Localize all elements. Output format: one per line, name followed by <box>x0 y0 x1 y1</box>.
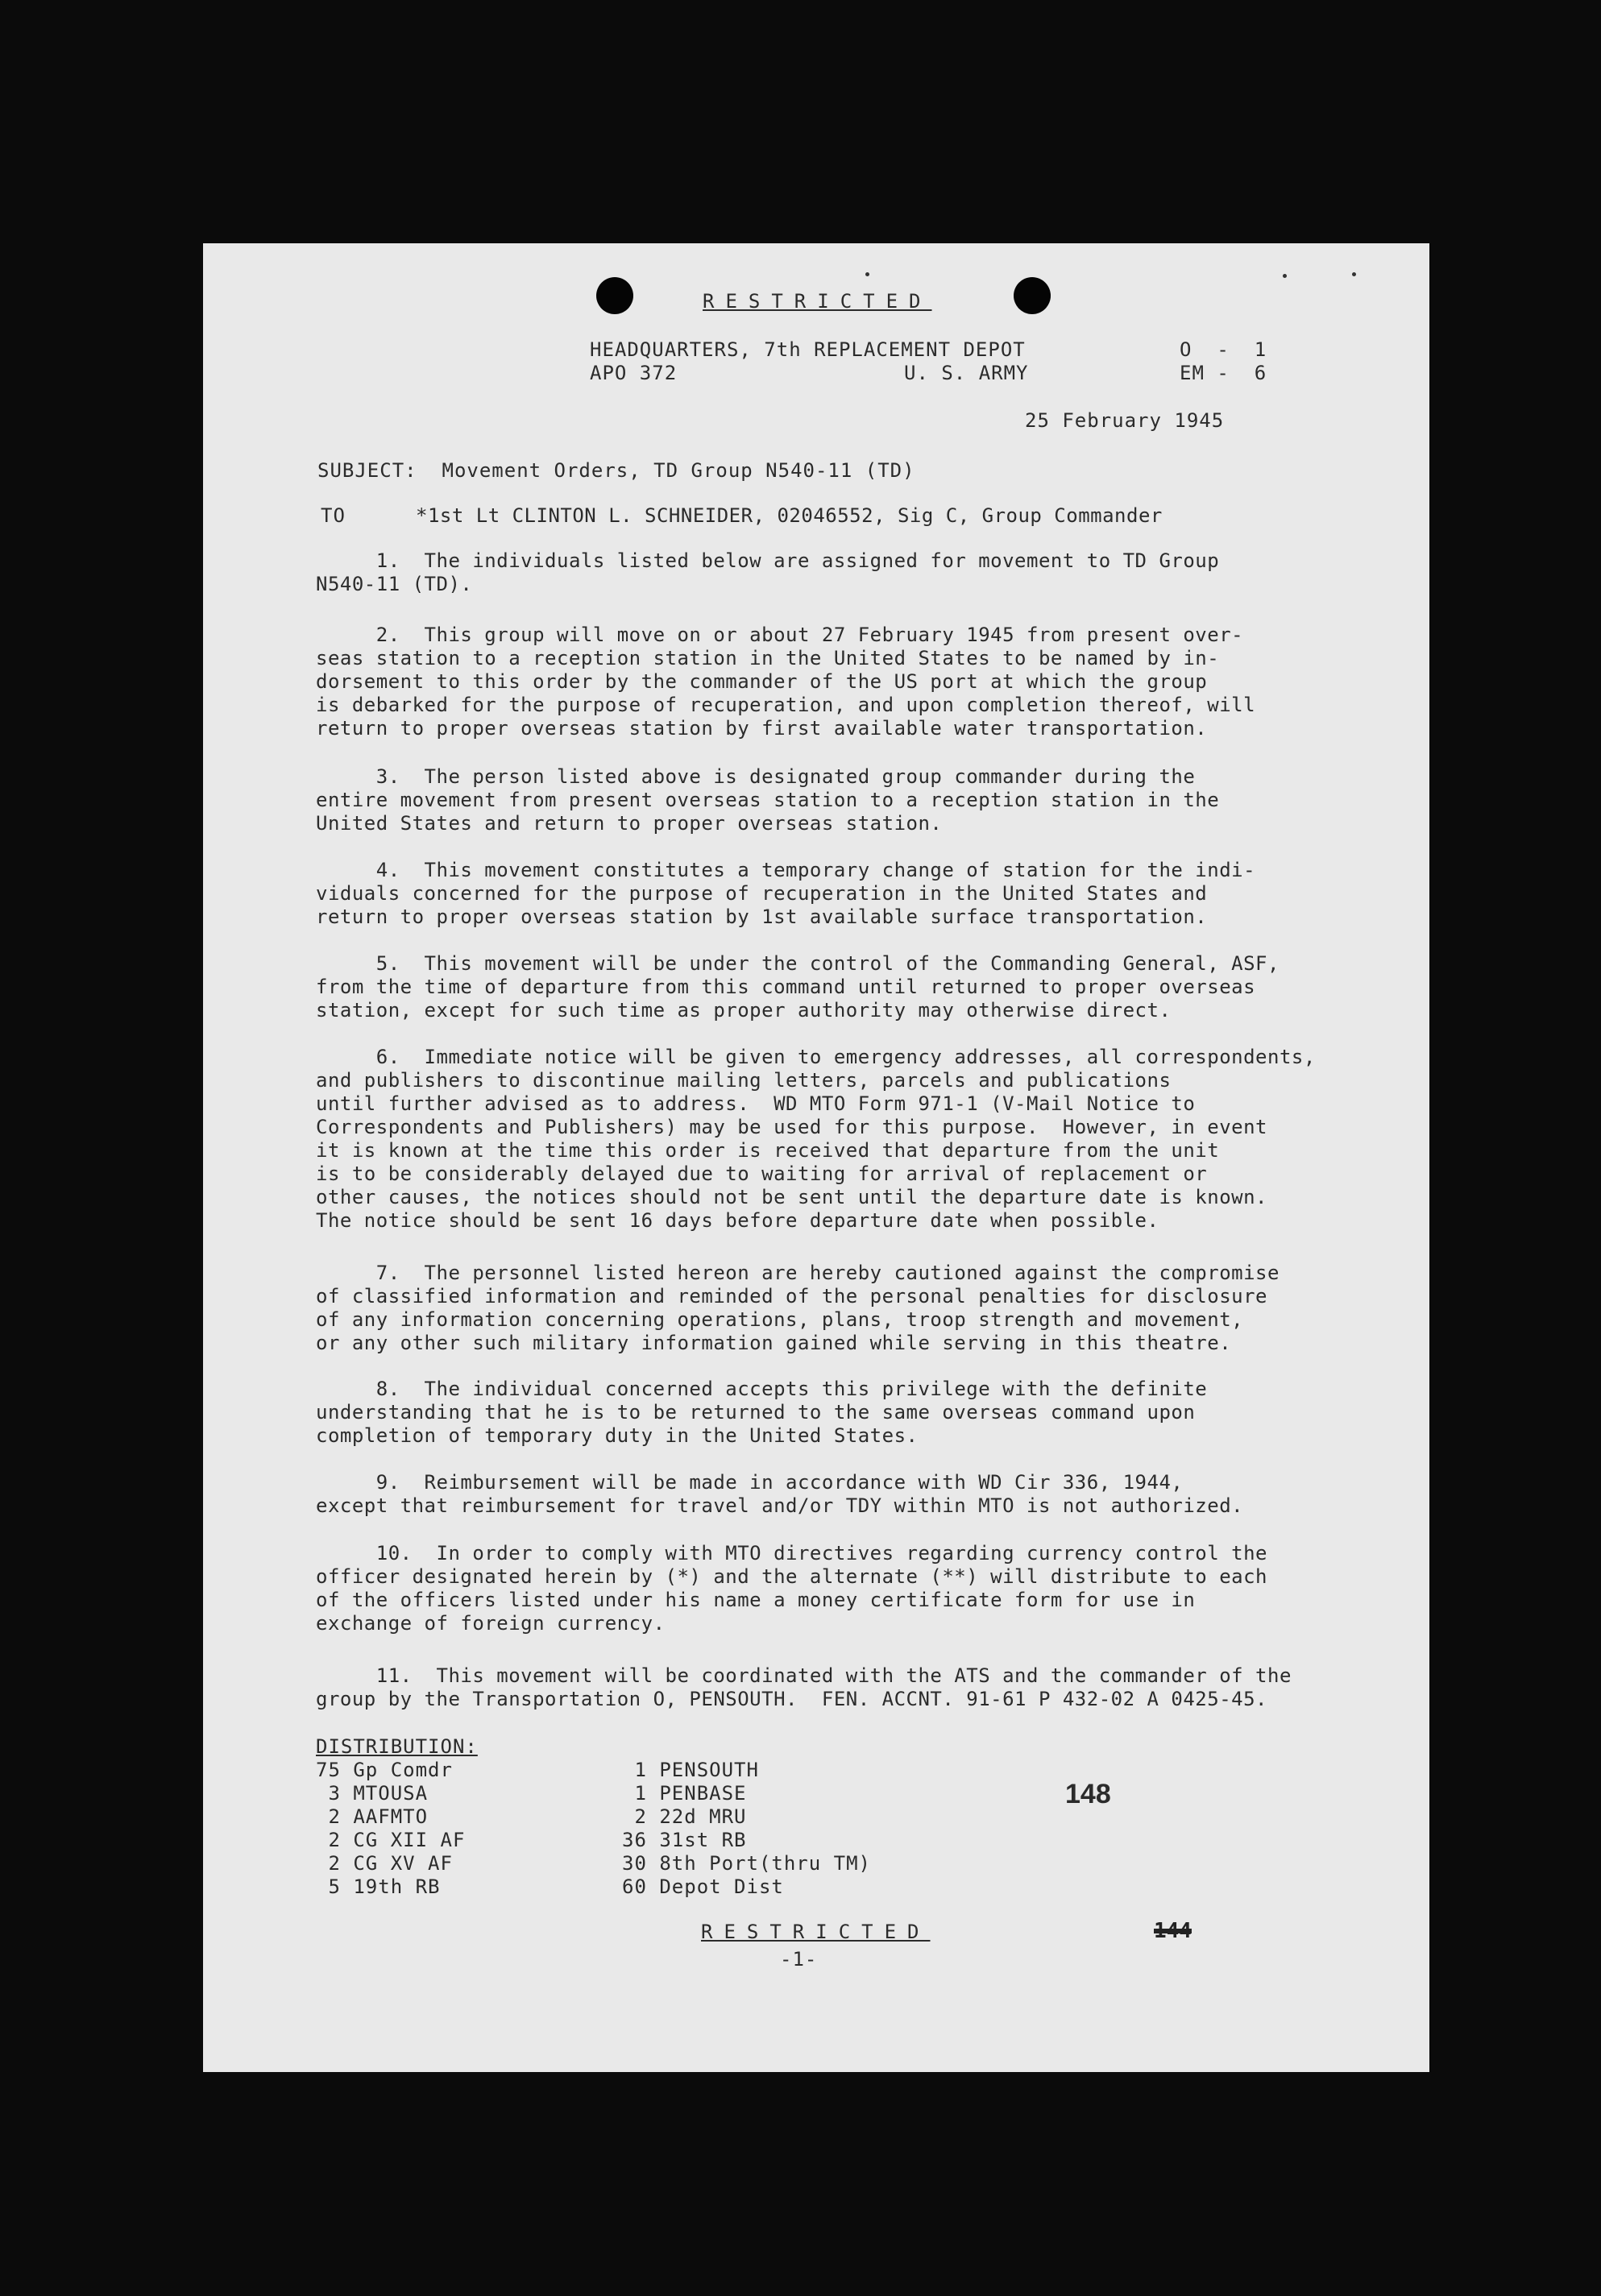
hq-line-2-right: U. S. ARMY <box>904 362 1029 384</box>
distribution-entry: 75 Gp Comdr <box>316 1759 453 1781</box>
distribution-entry: 36 31st RB <box>622 1829 747 1851</box>
hq-line-2-left: APO 372 <box>590 362 678 384</box>
distribution-entry: 2 CG XV AF <box>316 1852 453 1875</box>
speck <box>1352 272 1356 276</box>
punch-hole-left <box>596 277 633 314</box>
paragraph-3: 3. The person listed above is designated group commander during the entire movement from present overseas station to a reception station in the United States and return to proper overseas station. <box>316 765 1220 835</box>
paragraph-1: 1. The individuals listed below are assigned for movement to TD Group N540-11 (TD). <box>316 549 1220 595</box>
distribution-column-1 <box>316 1759 465 1899</box>
classification-bottom: RESTRICTED <box>701 1921 931 1943</box>
distribution-column-2 <box>622 1759 871 1899</box>
punch-hole-right <box>1014 277 1051 314</box>
distribution-entry: 2 22d MRU <box>622 1805 747 1828</box>
distribution-entry: 60 Depot Dist <box>622 1875 784 1898</box>
distribution-entry: 3 MTOUSA <box>316 1782 429 1805</box>
paragraph-7: 7. The personnel listed hereon are hereby cautioned against the compromise of classified information and reminded of the personal penalties for disclosure of any information concerning operations, plans, troop strength and movement, or any other such military information gained while serving in this theatre. <box>316 1262 1280 1354</box>
speck <box>865 272 869 276</box>
distribution-entry: 5 19th RB <box>316 1875 441 1898</box>
stamped-page-number: 148 <box>1065 1779 1111 1809</box>
paragraph-10: 10. In order to comply with MTO directives regarding currency control the officer designated herein by (*) and the alternate (**) will distribute to each of the officers listed under his name a money certificate form for use in exchange of foreign currency. <box>316 1542 1267 1635</box>
distribution-entry: 2 CG XII AF <box>316 1829 466 1851</box>
distribution-heading: DISTRIBUTION: <box>316 1735 478 1758</box>
distribution-entry: 2 AAFMTO <box>316 1805 429 1828</box>
paragraph-2: 2. This group will move on or about 27 February 1945 from present over- seas station to a reception station in the United States to be named by in- dorsement to this order by the commander of the US port at which the group is debarked for the purpose of recuperation, and upon completion thereof, will return to proper overseas station by first available water transportation. <box>316 624 1256 740</box>
document-page <box>203 243 1429 2072</box>
hq-line-1: HEADQUARTERS, 7th REPLACEMENT DEPOT <box>590 338 1026 361</box>
struck-page-number: 144 <box>1154 1919 1192 1943</box>
paragraph-11: 11. This movement will be coordinated with the ATS and the commander of the group by the Transportation O, PENSOUTH. FEN. ACCNT. 91-61 P 432-02 A 0425-45. <box>316 1664 1292 1710</box>
distribution-entry: 30 8th Port(thru TM) <box>622 1852 871 1875</box>
classification-top: RESTRICTED <box>703 290 932 313</box>
code-line-2: EM - 6 <box>1180 362 1267 384</box>
subject-line: SUBJECT: Movement Orders, TD Group N540-11 (TD) <box>317 459 915 482</box>
speck <box>1283 274 1287 278</box>
paragraph-9: 9. Reimbursement will be made in accordance with WD Cir 336, 1944, except that reimbursement for travel and/or TDY within MTO is not authorized. <box>316 1471 1244 1517</box>
paragraph-5: 5. This movement will be under the control of the Commanding General, ASF, from the time of departure from this command until returned to proper overseas station, except for such time as proper authority may otherwise direct. <box>316 952 1280 1022</box>
to-value: *1st Lt CLINTON L. SCHNEIDER, 02046552, Sig C, Group Commander <box>416 504 1163 527</box>
distribution-entry: 1 PENSOUTH <box>622 1759 759 1781</box>
document-date: 25 February 1945 <box>1025 409 1225 432</box>
distribution-entry: 1 PENBASE <box>622 1782 747 1805</box>
to-label: TO <box>321 504 346 527</box>
code-line-1: O - 1 <box>1180 338 1267 361</box>
paragraph-8: 8. The individual concerned accepts this privilege with the definite understanding that he is to be returned to the same overseas command upon completion of temporary duty in the United States. <box>316 1378 1208 1447</box>
page-number: -1- <box>780 1948 818 1971</box>
paragraph-4: 4. This movement constitutes a temporary change of station for the indi- viduals concerned for the purpose of recuperation in the United States and return to proper overseas station by 1st available surface transportation. <box>316 859 1256 928</box>
paragraph-6: 6. Immediate notice will be given to emergency addresses, all correspondents, and publishers to discontinue mailing letters, parcels and publications until further advised as to address. WD MTO Form 971-1 (V-Mail Notice to Correspondents and Publishers) may be used for this purpose. However, in event it is known at the time this order is received that departure from the unit is to be considerably delayed due to waiting for arrival of replacement or other causes, the notices should not be sent until the departure date is known. The notice should be sent 16 days before departure date when possible. <box>316 1046 1316 1232</box>
